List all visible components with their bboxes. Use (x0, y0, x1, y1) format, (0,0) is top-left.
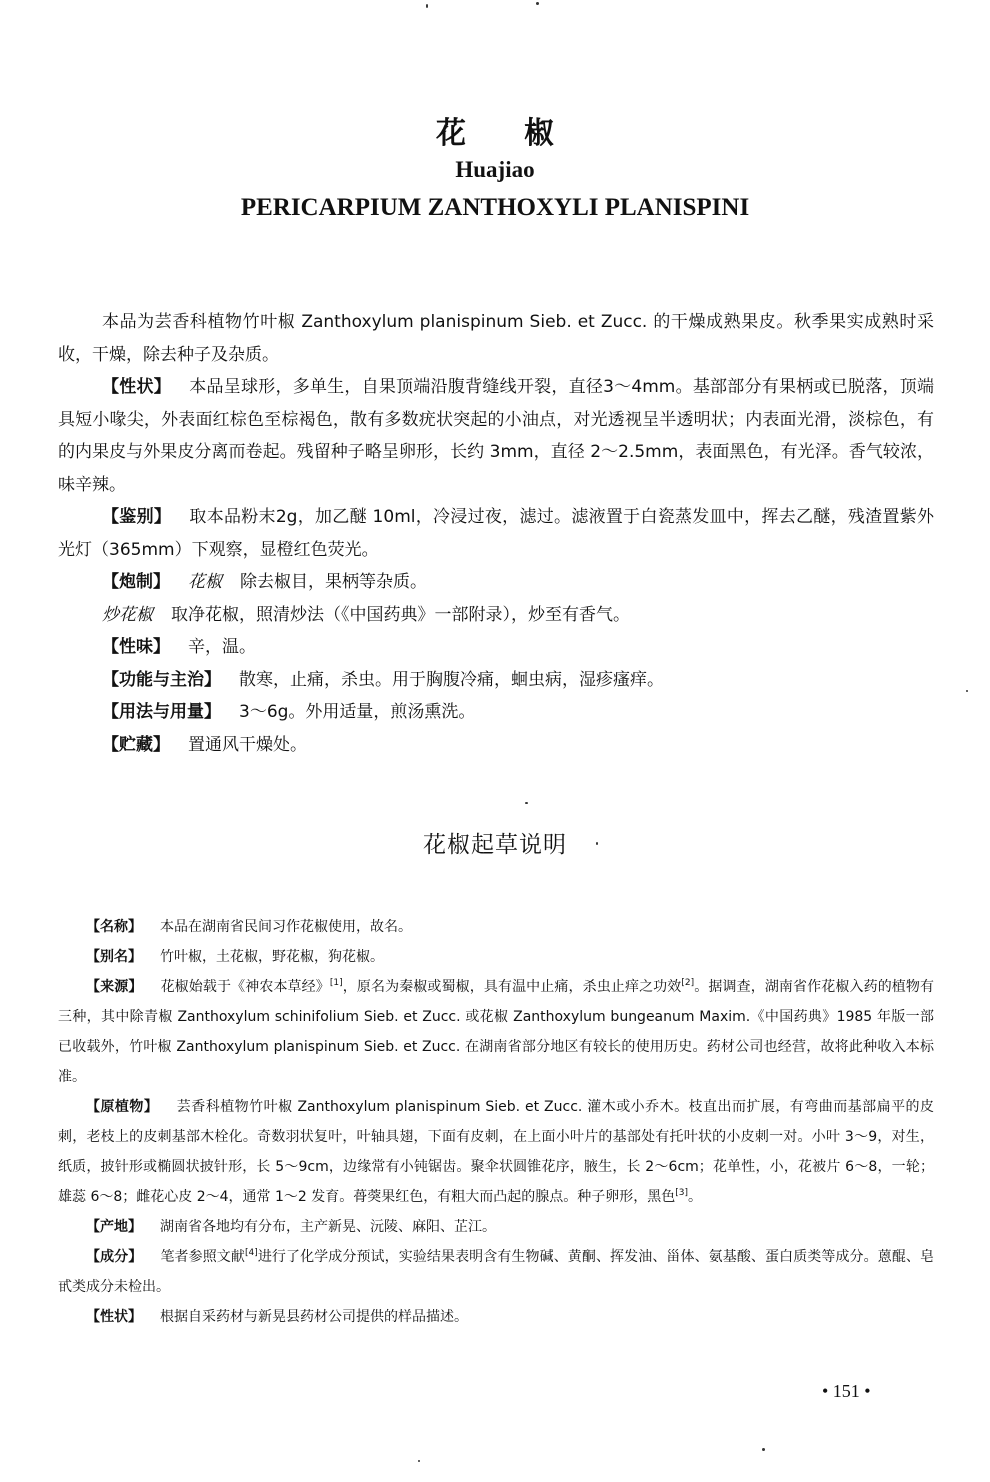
entry-identification (58, 501, 934, 566)
entry-text: 花椒始载于《神农本草经》 (160, 979, 330, 995)
monograph-title-chinese: 花椒 (436, 116, 612, 151)
page-number: • 151 • (822, 1381, 871, 1401)
entry-property-flavor (58, 631, 934, 664)
entry-label: 【性状】 (102, 377, 171, 397)
entry-label: 【原植物】 (86, 1099, 159, 1115)
entry-text: 芸香科植物竹叶椒 Zanthoxylum planispinum Sieb. et Zucc. 灌木或小乔木。枝直出而扩展，有弯曲而基部扁平的皮刺，老枝上的皮刺基部木栓化。奇数羽状复叶，叶轴具翅，下面有皮刺，在上面小叶片的基部处有托叶状的小皮刺一对。小叶 3～9，对生，纸质，披针形或椭圆状披针形，长 5～9cm，边缘常有小钝锯齿。聚伞状圆锥花序，腋生，长 2～6cm；花单性，小，花被片 6～8，一轮；雄蕊 6～8；雌花心皮 2～4，通常 1～2 发育。蓇葖果红色，有粗大而凸起的腺点。种子卵形，黑色 (58, 1099, 935, 1205)
entry-label: 【贮藏】 (102, 734, 170, 755)
entry-text: 3～6g。外用适量，煎汤熏洗。 (239, 702, 476, 722)
monograph-body (58, 306, 934, 761)
note-description (58, 1302, 934, 1332)
scan-speck (536, 2, 539, 5)
entry-sub-label: 炒花椒 (102, 604, 153, 625)
monograph-intro: 本品为芸香科植物竹叶椒 Zanthoxylum planispinum Sieb. et Zucc. 的干燥成熟果皮。秋季果实成熟时采收，干燥，除去种子及杂质。 (58, 312, 934, 365)
entry-text: 置通风干燥处。 (188, 734, 307, 755)
entry-label: 【性味】 (102, 637, 170, 657)
entry-processing (58, 566, 934, 599)
entry-description (58, 371, 934, 501)
draft-notes-body (58, 912, 934, 1332)
entry-label: 【用法与用量】 (102, 702, 221, 722)
entry-text: 本品呈球形，多单生，自果顶端沿腹背缝线开裂，直径3～4mm。基部部分有果柄或已脱落，顶端具短小喙尖，外表面红棕色至棕褐色，散有多数疣状突起的小油点，对光透视呈半透明状；内表面光滑，淡棕色，有的内果皮与外果皮分离而卷起。残留种子略呈卵形，长约 3mm，直径 2～2.5mm，表面黑色，有光泽。香气较浓，味辛辣。 (58, 377, 934, 495)
scan-speck (596, 842, 598, 845)
citation-ref: [3] (675, 1188, 688, 1198)
citation-ref: [2] (681, 978, 695, 988)
entry-text: 竹叶椒，土花椒，野花椒，狗花椒。 (160, 949, 384, 965)
entry-usage-dosage (58, 696, 934, 729)
note-source (58, 972, 934, 1092)
entry-label: 【功能与主治】 (102, 669, 221, 690)
entry-label: 【别名】 (86, 949, 142, 965)
note-origin (58, 1212, 934, 1242)
entry-text: ，原名为秦椒或蜀椒，具有温中止痛，杀虫止痒之功效 (342, 979, 682, 995)
entry-text: 进行了化学成分预试，实验结果表明含有生物碱、黄酮、挥发油、甾体、氨基酸、蛋白质类等成分。蒽醌、皂甙类成分未检出。 (58, 1249, 935, 1295)
entry-sub-label: 花椒 (188, 572, 222, 592)
scan-speck (426, 4, 428, 8)
scan-speck (966, 690, 968, 692)
entry-label: 【成分】 (86, 1249, 143, 1265)
monograph-title-pinyin: Huajiao (455, 157, 535, 182)
draft-notes-title: 花椒起草说明 (423, 832, 567, 858)
entry-text: 湖南省各地均有分布，主产新晃、沅陵、麻阳、芷江。 (160, 1219, 496, 1235)
entry-text: 。 (688, 1189, 702, 1205)
scan-speck (762, 1448, 765, 1451)
scan-speck (418, 1460, 420, 1462)
entry-text: 。据调查，湖南省作花椒入药的植物有三种，其中除青椒 Zanthoxylum schinifolium Sieb. et Zucc. 或花椒 Zanthoxylum bungeanum Maxim.《中国药典》1985 年版一部已收载外，竹叶椒 Zanthoxylum planispinum Sieb. et Zucc. 在湖南省部分地区有较长的使用历史。药材公司也经营，故将此种收入本标准。 (58, 979, 935, 1085)
entry-text: 笔者参照文献 (160, 1249, 245, 1265)
entry-text: 辛，温。 (188, 637, 256, 657)
entry-text: 散寒，止痛，杀虫。用于胸腹冷痛，蛔虫病，湿疹瘙痒。 (239, 669, 664, 690)
note-alias (58, 942, 934, 972)
entry-text: 除去椒目，果柄等杂质。 (240, 572, 427, 592)
entry-text: 本品在湖南省民间习作花椒使用，故名。 (160, 919, 412, 935)
entry-label: 【名称】 (86, 919, 142, 935)
entry-label: 【炮制】 (102, 572, 170, 592)
note-composition (58, 1242, 934, 1302)
entry-label: 【性状】 (86, 1309, 142, 1325)
entry-label: 【产地】 (86, 1219, 142, 1235)
scan-speck (525, 802, 528, 804)
entry-label: 【来源】 (86, 979, 143, 995)
entry-text: 取本品粉末2g，加乙醚 10ml，冷浸过夜，滤过。滤液置于白瓷蒸发皿中，挥去乙醚，残渣置紫外光灯（365mm）下观察，显橙红色荧光。 (58, 507, 934, 560)
entry-functions-indications (58, 664, 934, 697)
entry-processing-fried (58, 599, 934, 632)
entry-label: 【鉴别】 (102, 507, 172, 527)
citation-ref: [4] (244, 1248, 258, 1258)
note-original-plant (58, 1092, 934, 1212)
citation-ref: [1] (329, 978, 343, 988)
monograph-title-latin: PERICARPIUM ZANTHOXYLI PLANISPINI (240, 194, 750, 221)
entry-text: 取净花椒，照清炒法（《中国药典》一部附录），炒至有香气。 (171, 604, 630, 625)
note-name (58, 912, 934, 942)
entry-text: 根据自采药材与新晃县药材公司提供的样品描述。 (160, 1309, 468, 1325)
entry-storage (58, 729, 934, 762)
